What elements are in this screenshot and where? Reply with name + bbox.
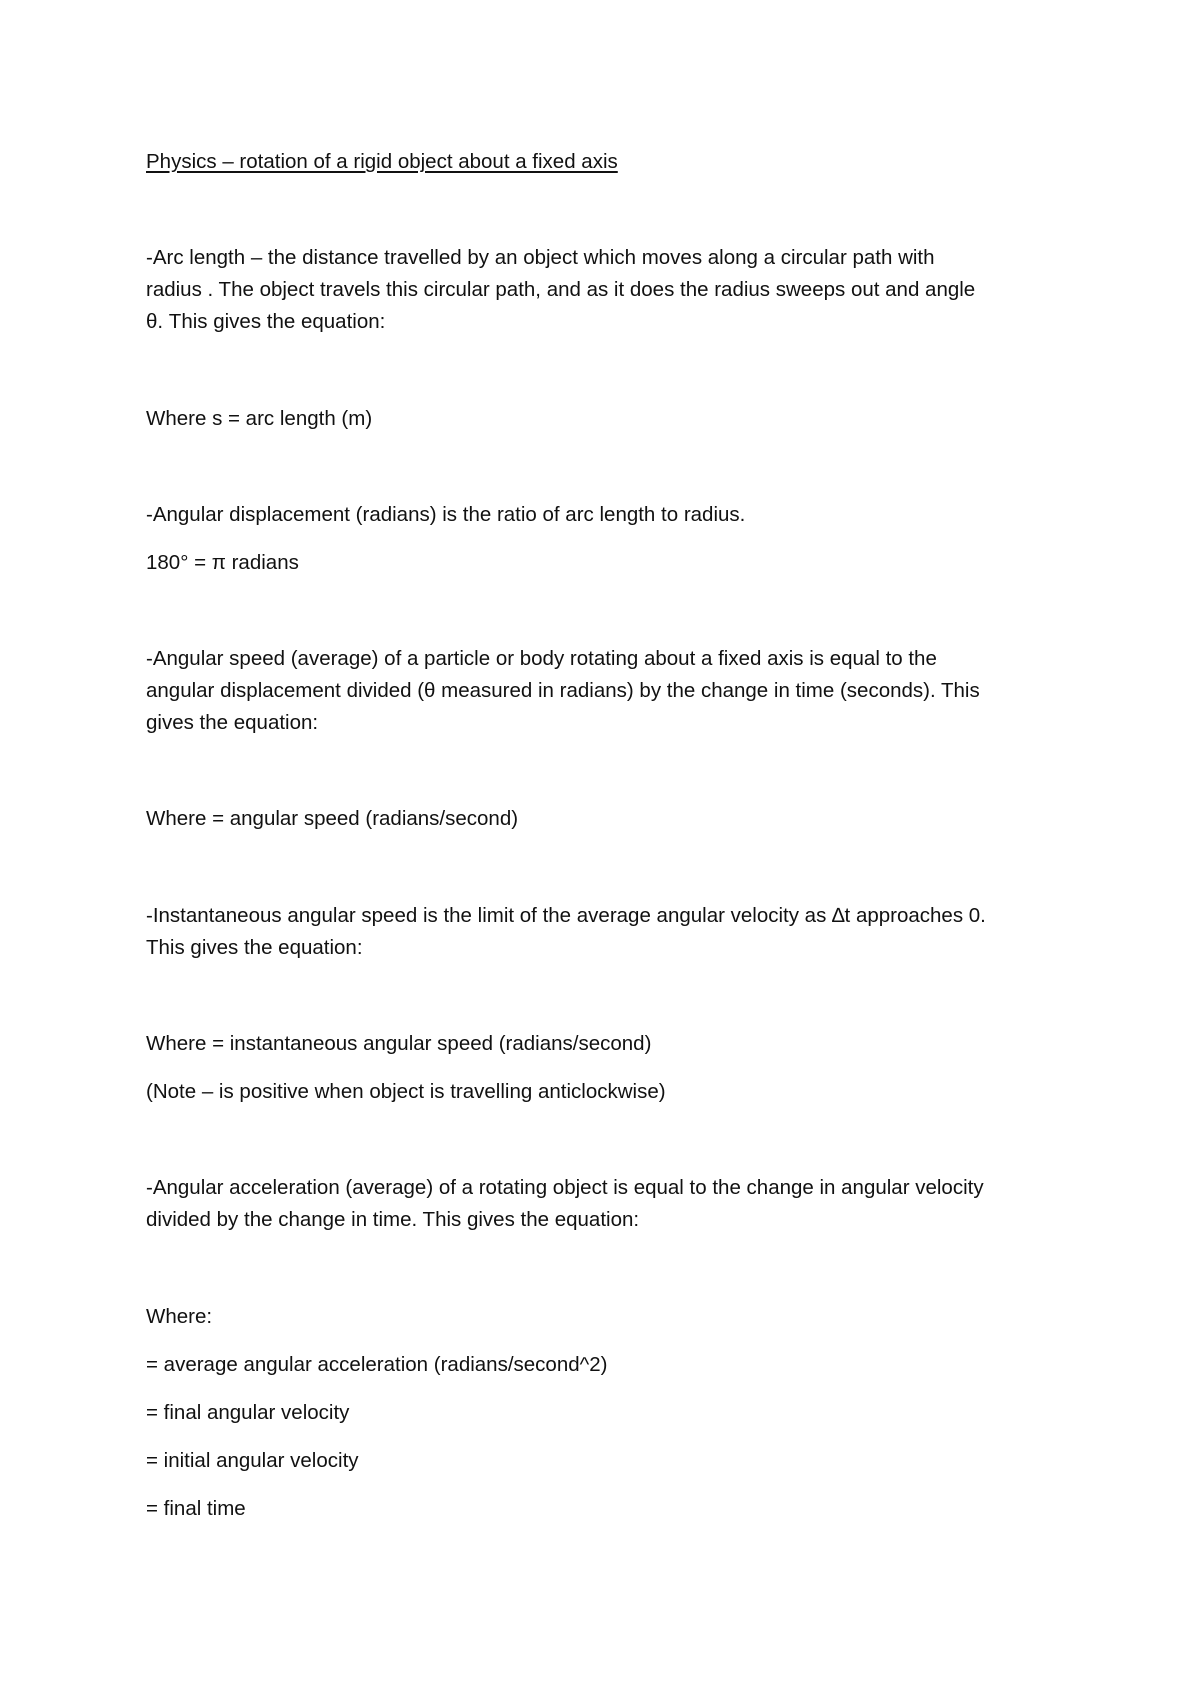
angular-speed-line-2: angular displacement divided (θ measured in radians) by the change in time (seconds). This — [146, 679, 980, 702]
angular-acceleration-where: Where: — [146, 1305, 213, 1328]
angular-acceleration-line-2: divided by the change in time. This gives the equation: — [146, 1208, 640, 1231]
angular-displacement-line-2: 180° = π radians — [146, 551, 299, 574]
angular-acceleration-def-1: = average angular acceleration (radians/second^2) — [146, 1353, 608, 1376]
instantaneous-speed-where: Where = instantaneous angular speed (radians/second) — [146, 1032, 652, 1055]
angular-acceleration-def-4: = final time — [146, 1497, 246, 1520]
instantaneous-speed-line-2: This gives the equation: — [146, 936, 363, 959]
arc-length-line-3: θ. This gives the equation: — [146, 310, 386, 333]
angular-displacement-line-1: -Angular displacement (radians) is the ratio of arc length to radius. — [146, 503, 746, 526]
angular-acceleration-def-2: = final angular velocity — [146, 1401, 350, 1424]
arc-length-line-2: radius . The object travels this circular path, and as it does the radius sweeps out and angle — [146, 278, 976, 301]
angular-speed-line-1: -Angular speed (average) of a particle or body rotating about a fixed axis is equal to the — [146, 647, 937, 670]
instantaneous-speed-note: (Note – is positive when object is travelling anticlockwise) — [146, 1080, 666, 1103]
page-title: Physics – rotation of a rigid object about a fixed axis — [146, 150, 618, 173]
angular-acceleration-def-3: = initial angular velocity — [146, 1449, 359, 1472]
instantaneous-speed-line-1: -Instantaneous angular speed is the limit of the average angular velocity as ∆t approaches 0. — [146, 904, 986, 927]
arc-length-where: Where s = arc length (m) — [146, 407, 373, 430]
angular-speed-where: Where = angular speed (radians/second) — [146, 807, 519, 830]
angular-speed-line-3: gives the equation: — [146, 711, 319, 734]
angular-acceleration-line-1: -Angular acceleration (average) of a rotating object is equal to the change in angular velocity — [146, 1176, 984, 1199]
arc-length-line-1: -Arc length – the distance travelled by an object which moves along a circular path with — [146, 246, 935, 269]
